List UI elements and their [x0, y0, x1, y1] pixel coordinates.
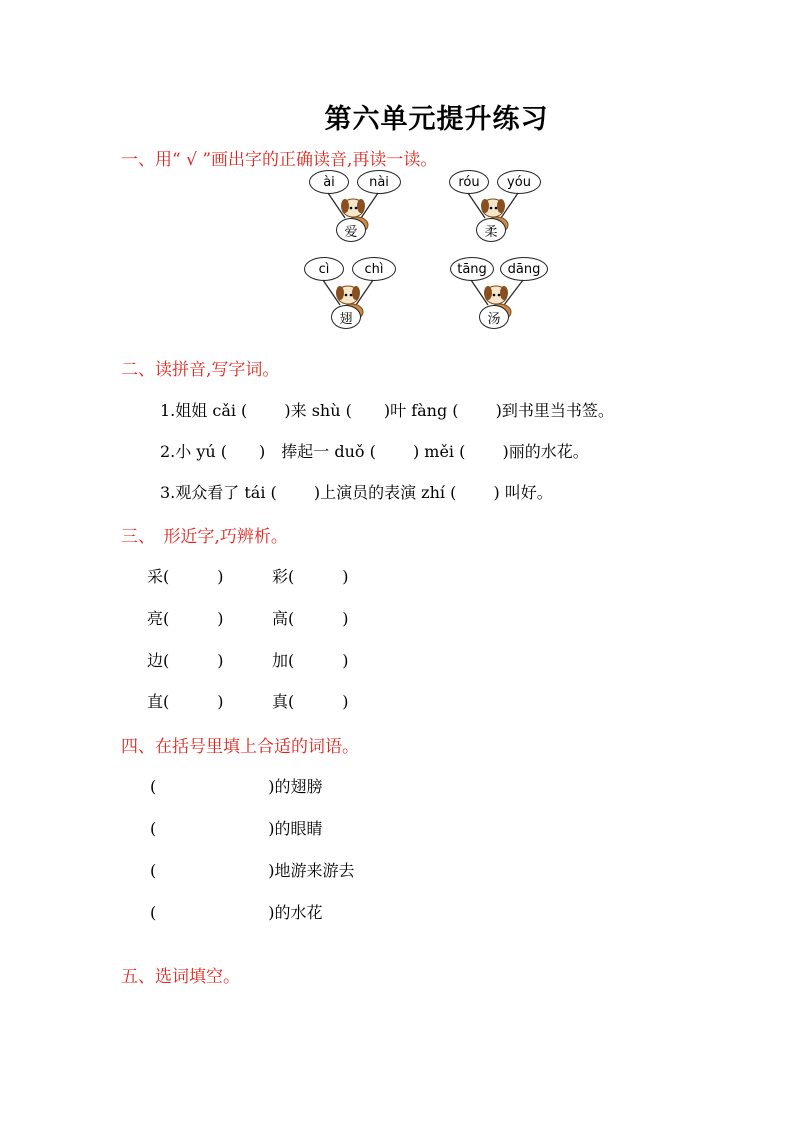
pinyin-group-4 [448, 257, 558, 337]
section1-heading: 一、用“ √ ”画出字的正确读音,再读一读。 [121, 150, 438, 170]
pinyin-group-3 [300, 257, 410, 337]
section4-heading: 四、在括号里填上合适的词语。 [121, 737, 359, 757]
pinyin-option-left[interactable]: róu [449, 170, 489, 194]
similar-char-item: 直( ) [147, 692, 224, 711]
fill-blank-item: ( )的水花 [150, 903, 323, 922]
pinyin-option-right[interactable]: dāng [500, 257, 548, 281]
section5-heading: 五、选词填空。 [121, 967, 240, 987]
pinyin-group-1 [305, 170, 415, 250]
question-line-1: 1.姐姐 cǎi ( )来 shù ( )叶 fàng ( )到书里当书签。 [160, 401, 614, 420]
similar-char-item: 高( ) [272, 609, 349, 628]
pinyin-option-right[interactable]: chì [352, 257, 396, 281]
page-title: 第六单元提升练习 [324, 104, 549, 135]
similar-char-item: 边( ) [147, 651, 224, 670]
pinyin-option-left[interactable]: tāng [450, 257, 494, 281]
similar-char-item: 彩( ) [272, 567, 349, 586]
pinyin-group-2 [445, 170, 555, 250]
character-circle: 翅 [331, 305, 361, 329]
pinyin-option-right[interactable]: nài [357, 170, 401, 194]
similar-char-item: 真( ) [272, 692, 349, 711]
similar-char-item: 加( ) [272, 651, 349, 670]
fill-blank-item: ( )的翅膀 [150, 777, 323, 796]
section3-heading: 三、 形近字,巧辨析。 [121, 527, 288, 547]
pinyin-option-left[interactable]: cì [304, 257, 344, 281]
question-line-3: 3.观众看了 tái ( )上演员的表演 zhí ( ) 叫好。 [160, 483, 553, 502]
character-circle: 汤 [479, 305, 509, 329]
section2-heading: 二、读拼音,写字词。 [121, 360, 280, 380]
pinyin-option-left[interactable]: ài [309, 170, 349, 194]
character-circle: 柔 [476, 218, 506, 242]
character-circle: 爱 [336, 218, 366, 242]
question-line-2: 2.小 yú ( ) 捧起一 duǒ ( ) měi ( )丽的水花。 [160, 442, 589, 461]
pinyin-option-right[interactable]: yóu [497, 170, 541, 194]
fill-blank-item: ( )地游来游去 [150, 861, 355, 880]
similar-char-item: 亮( ) [147, 609, 224, 628]
fill-blank-item: ( )的眼睛 [150, 819, 323, 838]
similar-char-item: 采( ) [147, 567, 224, 586]
